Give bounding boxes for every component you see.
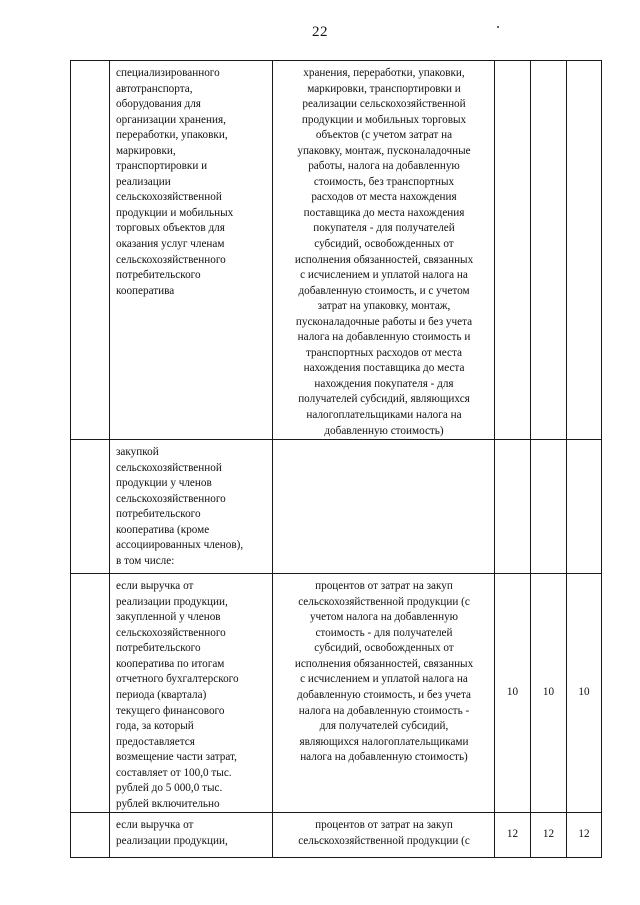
description-cell: если выручка от реализации продукции, закупленной у членов сельскохозяйственного потребительского кооператива по итогам отчетного бухгалтерского периода (квартала) текущего финансового года, за который предоставляется возмещение части затрат, составляет от 100,0 тыс. рублей до 5 000,0 тыс. рублей включительно [110, 574, 273, 813]
rate-description-cell: процентов от затрат на закуп сельскохозяйственной продукции (с учетом налога на добавленную стоимость - для получателей субсидий, освобожденных от исполнения обязанностей, связанных с исчислением и уплатой налога на добавленную стоимость, и без учета налога на добавленную стоимость - для получателей субсидий, являющихся налогоплательщиками налога на добавленную стоимость) [273, 574, 495, 813]
value-cell-2 [531, 61, 567, 440]
table-row [71, 440, 602, 574]
value-cell-3: 10 [567, 574, 602, 813]
row-number-cell [71, 574, 110, 813]
description-cell: если выручка от реализации продукции, [110, 813, 273, 858]
row-number-cell [71, 813, 110, 858]
rate-description-cell [273, 440, 495, 574]
value-cell-2 [531, 440, 567, 574]
value-cell-2: 10 [531, 574, 567, 813]
table-row [71, 61, 602, 440]
value-cell-1: 12 [495, 813, 531, 858]
page-number: 22 [312, 24, 328, 40]
value-cell-2: 12 [531, 813, 567, 858]
row-number-cell [71, 61, 110, 440]
subsidy-rate-table [70, 60, 602, 858]
row-number-cell [71, 440, 110, 574]
table-row [71, 813, 602, 858]
value-cell-3 [567, 61, 602, 440]
description-cell: специализированного автотранспорта, оборудования для организации хранения, переработки, упаковки, маркировки, транспортировки и реализации сельскохозяйственной продукции и мобильных торговых объектов для оказания услуг членам сельскохозяйственного потребительского кооператива [110, 61, 273, 440]
value-cell-1 [495, 440, 531, 574]
scan-speck [497, 26, 499, 28]
table-row [71, 574, 602, 813]
value-cell-3: 12 [567, 813, 602, 858]
value-cell-3 [567, 440, 602, 574]
value-cell-1: 10 [495, 574, 531, 813]
rate-description-cell: хранения, переработки, упаковки, маркировки, транспортировки и реализации сельскохозяйственной продукции и мобильных торговых объектов (с учетом затрат на упаковку, монтаж, пусконаладочные работы, налога на добавленную стоимость, без транспортных расходов от места нахождения поставщика до места нахождения покупателя - для получателей субсидий, освобожденных от исполнения обязанностей, связанных с исчислением и уплатой налога на добавленную стоимость, и с учетом затрат на упаковку, монтаж, пусконаладочные работы и без учета налога на добавленную стоимость и транспортных расходов от места нахождения поставщика до места нахождения покупателя - для получателей субсидий, являющихся налогоплательщиками налога на добавленную стоимость) [273, 61, 495, 440]
value-cell-1 [495, 61, 531, 440]
rate-description-cell: процентов от затрат на закуп сельскохозяйственной продукции (с [273, 813, 495, 858]
description-cell: закупкой сельскохозяйственной продукции у членов сельскохозяйственного потребительского кооператива (кроме ассоциированных членов), в том числе: [110, 440, 273, 574]
